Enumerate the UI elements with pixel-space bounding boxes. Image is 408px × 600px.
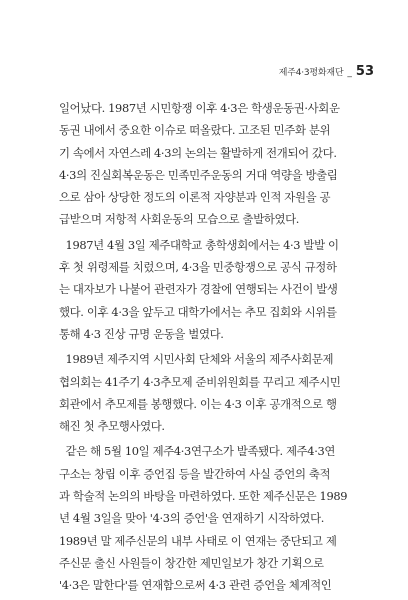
- text-line: 는 대자보가 나붙어 관련자가 경찰에 연행되는 사건이 발생: [59, 282, 338, 297]
- text-line: 구소는 창립 이후 증언집 등을 발간하여 사실 증언의 축적: [59, 466, 331, 481]
- paragraph-1: [59, 97, 367, 231]
- text-line: 후 첫 위령제를 치렀으며, 4·3을 민중항쟁으로 공식 규정하: [59, 260, 337, 275]
- paragraph-3: [59, 348, 367, 437]
- text-line: 1989년 말 제주신문의 내부 사태로 이 연재는 중단되고 제: [59, 533, 337, 548]
- text-line: 1987년 4월 3일 제주대학교 총학생회에서는 4·3 발발 이: [59, 237, 339, 252]
- text-line: 회관에서 추모제를 봉행했다. 이는 4·3 이후 공개적으로 행: [59, 396, 337, 411]
- text-line: 협의회는 41주기 4·3추모제 준비위원회를 꾸리고 제주시민: [59, 374, 341, 389]
- paragraph-4: [59, 440, 367, 596]
- paragraph-2: [59, 234, 367, 345]
- text-line: 통해 4·3 진상 규명 운동을 벌였다.: [59, 326, 224, 341]
- body-text: [59, 97, 367, 600]
- text-line: 해진 첫 추모행사였다.: [59, 419, 165, 434]
- text-line: 했다. 이후 4·3을 앞두고 대학가에서는 추모 집회와 시위를: [59, 304, 337, 319]
- text-line: 급받으며 저항적 사회운동의 모습으로 출발하였다.: [59, 212, 300, 227]
- text-line: 4·3의 진실회복운동은 민족민주운동의 거대 역량을 방출림: [59, 167, 338, 182]
- text-line: 년 4월 3일을 맞아 '4·3의 증언'을 연재하기 시작하였다.: [59, 511, 325, 526]
- text-line: 같은 해 5월 10일 제주4·3연구소가 발족됐다. 제주4·3연: [59, 444, 336, 459]
- text-line: 과 학술적 논의의 바탕을 마련하였다. 또한 제주신문은 1989: [59, 489, 348, 504]
- text-line: 일어났다. 1987년 시민항쟁 이후 4·3은 학생운동권·사회운: [59, 101, 340, 115]
- text-line: 동권 내에서 중요한 이슈로 떠올랐다. 고조된 민주화 분위: [59, 123, 331, 138]
- text-line: 으로 삼아 상당한 정도의 이론적 자양분과 인적 자원을 공: [59, 190, 331, 205]
- running-header: [279, 64, 374, 79]
- header-title: 제주4·3평화재단: [278, 68, 344, 78]
- text-line: 기 속에서 자연스레 4·3의 논의는 활발하게 전개되어 갔다.: [59, 145, 337, 160]
- header-separator: _: [347, 68, 352, 78]
- text-line: 1989년 제주지역 시민사회 단체와 서울의 제주사회문제: [59, 352, 334, 367]
- text-line: '4·3은 말한다'를 연재함으로써 4·3 관련 증언을 체계적인: [59, 578, 332, 593]
- page-number: 53: [355, 64, 374, 79]
- text-line: 주신문 출신 사원들이 창간한 제민일보가 창간 기획으로: [59, 555, 324, 570]
